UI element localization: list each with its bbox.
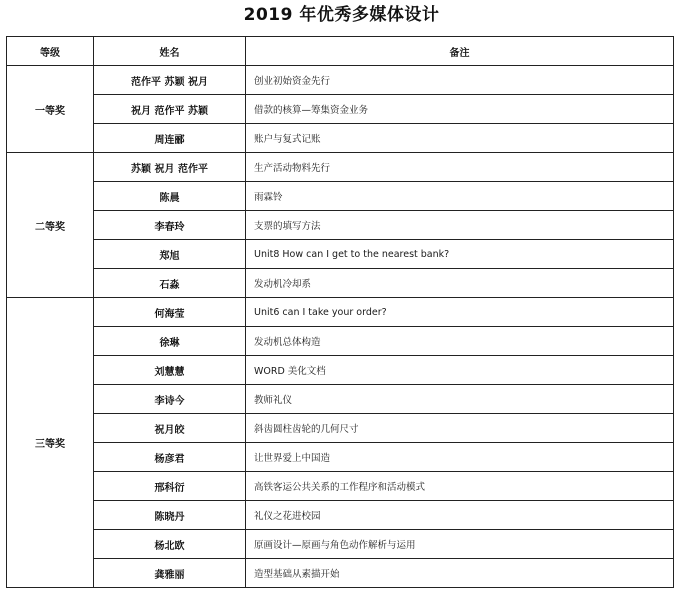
header-name: 姓名 [94, 37, 246, 66]
table-row [7, 472, 674, 501]
name-cell: 龚雅丽 [94, 559, 246, 588]
table-row [7, 66, 674, 95]
table-row [7, 153, 674, 182]
award-level-cell: 三等奖 [7, 298, 94, 588]
table-row [7, 327, 674, 356]
table-row [7, 95, 674, 124]
note-cell: 支票的填写方法 [246, 211, 674, 240]
name-cell: 何海莹 [94, 298, 246, 327]
award-level-cell: 二等奖 [7, 153, 94, 298]
note-cell: 礼仪之花进校园 [246, 501, 674, 530]
note-cell: 借款的核算—筹集资金业务 [246, 95, 674, 124]
name-cell: 李春玲 [94, 211, 246, 240]
table-row [7, 501, 674, 530]
table-row [7, 356, 674, 385]
table-header-row [7, 37, 674, 66]
name-cell: 范作平 苏颖 祝月 [94, 66, 246, 95]
name-cell: 祝月 范作平 苏颖 [94, 95, 246, 124]
page-title: 2019 年优秀多媒体设计 [243, 5, 440, 25]
note-cell: 雨霖铃 [246, 182, 674, 211]
name-cell: 陈晓丹 [94, 501, 246, 530]
table-row [7, 530, 674, 559]
note-cell: 发动机冷却系 [246, 269, 674, 298]
header-note: 备注 [246, 37, 674, 66]
note-cell: 生产活动物料先行 [246, 153, 674, 182]
note-cell: WORD 美化文档 [246, 356, 674, 385]
note-cell: Unit6 can I take your order? [246, 298, 674, 327]
table-row [7, 269, 674, 298]
name-cell: 苏颖 祝月 范作平 [94, 153, 246, 182]
note-cell: 原画设计—原画与角色动作解析与运用 [246, 530, 674, 559]
name-cell: 邢科衍 [94, 472, 246, 501]
note-cell: 让世界爱上中国造 [246, 443, 674, 472]
note-cell: 高铁客运公共关系的工作程序和活动模式 [246, 472, 674, 501]
name-cell: 郑旭 [94, 240, 246, 269]
name-cell: 刘慧慧 [94, 356, 246, 385]
note-cell: 斜齿圆柱齿轮的几何尺寸 [246, 414, 674, 443]
table-row [7, 414, 674, 443]
award-level-cell: 一等奖 [7, 66, 94, 153]
table-row [7, 443, 674, 472]
table-row [7, 240, 674, 269]
name-cell: 杨彦君 [94, 443, 246, 472]
note-cell: 造型基础从素描开始 [246, 559, 674, 588]
name-cell: 祝月皎 [94, 414, 246, 443]
note-cell: 账户与复式记账 [246, 124, 674, 153]
table-row [7, 559, 674, 588]
note-cell: 创业初始资金先行 [246, 66, 674, 95]
name-cell: 徐琳 [94, 327, 246, 356]
table-row [7, 124, 674, 153]
table-row [7, 385, 674, 414]
name-cell: 石淼 [94, 269, 246, 298]
name-cell: 杨北欧 [94, 530, 246, 559]
table-row [7, 298, 674, 327]
name-cell: 周连郦 [94, 124, 246, 153]
name-cell: 李诗今 [94, 385, 246, 414]
award-table [6, 36, 674, 588]
table-row [7, 211, 674, 240]
name-cell: 陈晨 [94, 182, 246, 211]
header-level: 等级 [7, 37, 94, 66]
note-cell: 发动机总体构造 [246, 327, 674, 356]
table-row [7, 182, 674, 211]
table-body [7, 66, 674, 588]
note-cell: 教师礼仪 [246, 385, 674, 414]
note-cell: Unit8 How can I get to the nearest bank? [246, 240, 674, 269]
